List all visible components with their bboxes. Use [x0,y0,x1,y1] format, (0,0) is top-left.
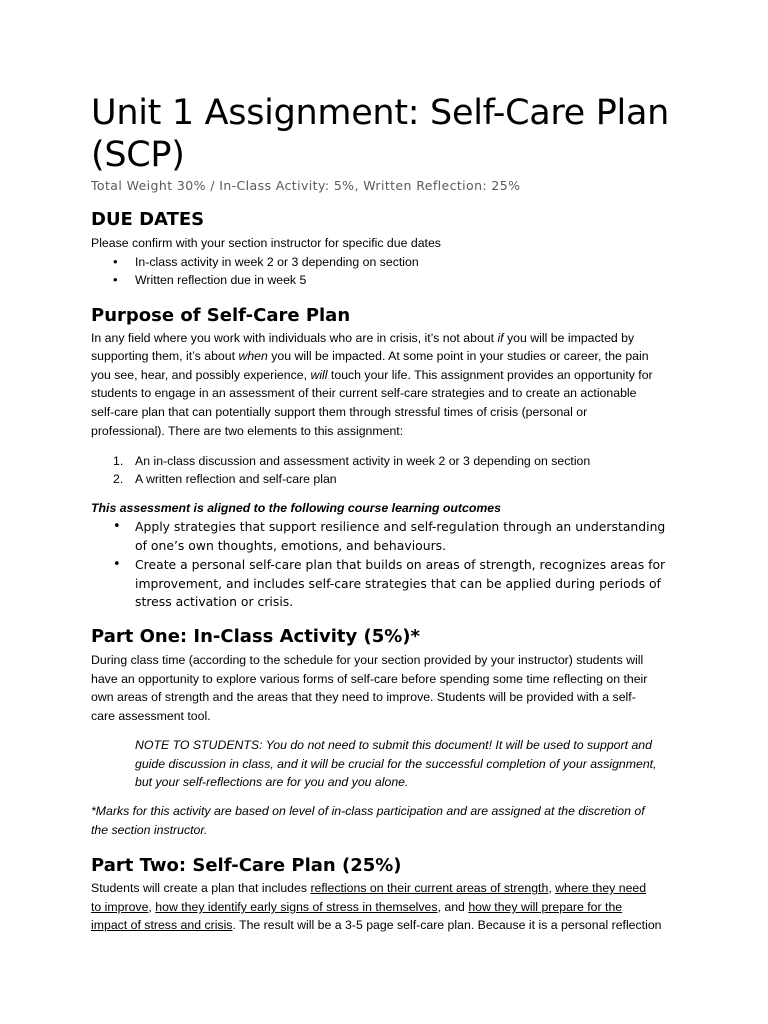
link[interactable]: how they identify early signs of stress in themselves [155,900,438,914]
purpose-line: In any field where you work with individuals who are in crisis, it’s not about if you will be impacted by [91,331,635,345]
link[interactable]: where they need [555,881,647,895]
due-dates-heading: DUE DATES [91,209,205,230]
page-title [91,92,691,176]
part-two-heading: Part Two: Self-Care Plan (25%) [91,855,402,876]
part-two-line: impact of stress and crisis. The result will be a 3-5 page self-care plan. Because it is a personal reflection [91,918,662,932]
due-dates-intro: Please confirm with your section instructor for specific due dates [91,236,441,250]
purpose-line: students to engage in an assessment of their current self-care strategies and to create an actionable [91,386,637,400]
note-line: NOTE TO STUDENTS: You do not need to submit this document! It will be used to support and [135,738,652,752]
outcomes-heading: This assessment is aligned to the following course learning outcomes [91,501,501,515]
link[interactable]: impact of stress and crisis [91,918,233,932]
part-one-heading: Part One: In-Class Activity (5%)* [91,626,420,647]
purpose-line: self-care plan that can potentially support them through stressful times of crisis (personal or [91,405,588,419]
title-line-1: Unit 1 Assignment: Self-Care Plan [91,93,669,133]
note-line: but your self-reflections are for you and you alone. [135,775,409,789]
title-line-2: (SCP) [91,135,185,175]
note-line: guide discussion in class, and it will be crucial for the successful completion of your assignment, [135,757,657,771]
purpose-line: supporting them, it’s about when you will be impacted. At some point in your studies or career, the pain [91,349,649,363]
bullet-icon: • [113,519,121,534]
bullet-icon: • [113,272,118,287]
bullet-icon: • [113,254,118,269]
marks-line: the section instructor. [91,823,208,837]
purpose-heading: Purpose of Self-Care Plan [91,305,351,326]
bullet-icon: • [113,557,121,572]
part-two-line: to improve, how they identify early signs of stress in themselves, and how they will prepare for the [91,900,623,914]
part-two-line: Students will create a plan that includes reflections on their current areas of strength, where they need [91,881,647,895]
link[interactable]: how they will prepare for the [468,900,623,914]
part-one-line: own areas of strength and the areas that they need to improve. Students will be provided with a self- [91,690,636,704]
part-one-line: care assessment tool. [91,709,211,723]
marks-line: *Marks for this activity are based on level of in-class participation and are assigned at the discretion of [91,804,645,818]
link[interactable]: to improve [91,900,149,914]
part-one-line: have an opportunity to explore various forms of self-care before spending some time reflecting on their [91,672,648,686]
purpose-line: you see, hear, and possibly experience, will touch your life. This assignment provides an opportunity for [91,368,653,382]
purpose-line: professional). There are two elements to this assignment: [91,424,404,438]
part-one-line: During class time (according to the schedule for your section provided by your instructor) students will [91,653,644,667]
subtitle: Total Weight 30% / In-Class Activity: 5%, Written Reflection: 25% [91,178,521,193]
link[interactable]: reflections on their current areas of strength [310,881,549,895]
